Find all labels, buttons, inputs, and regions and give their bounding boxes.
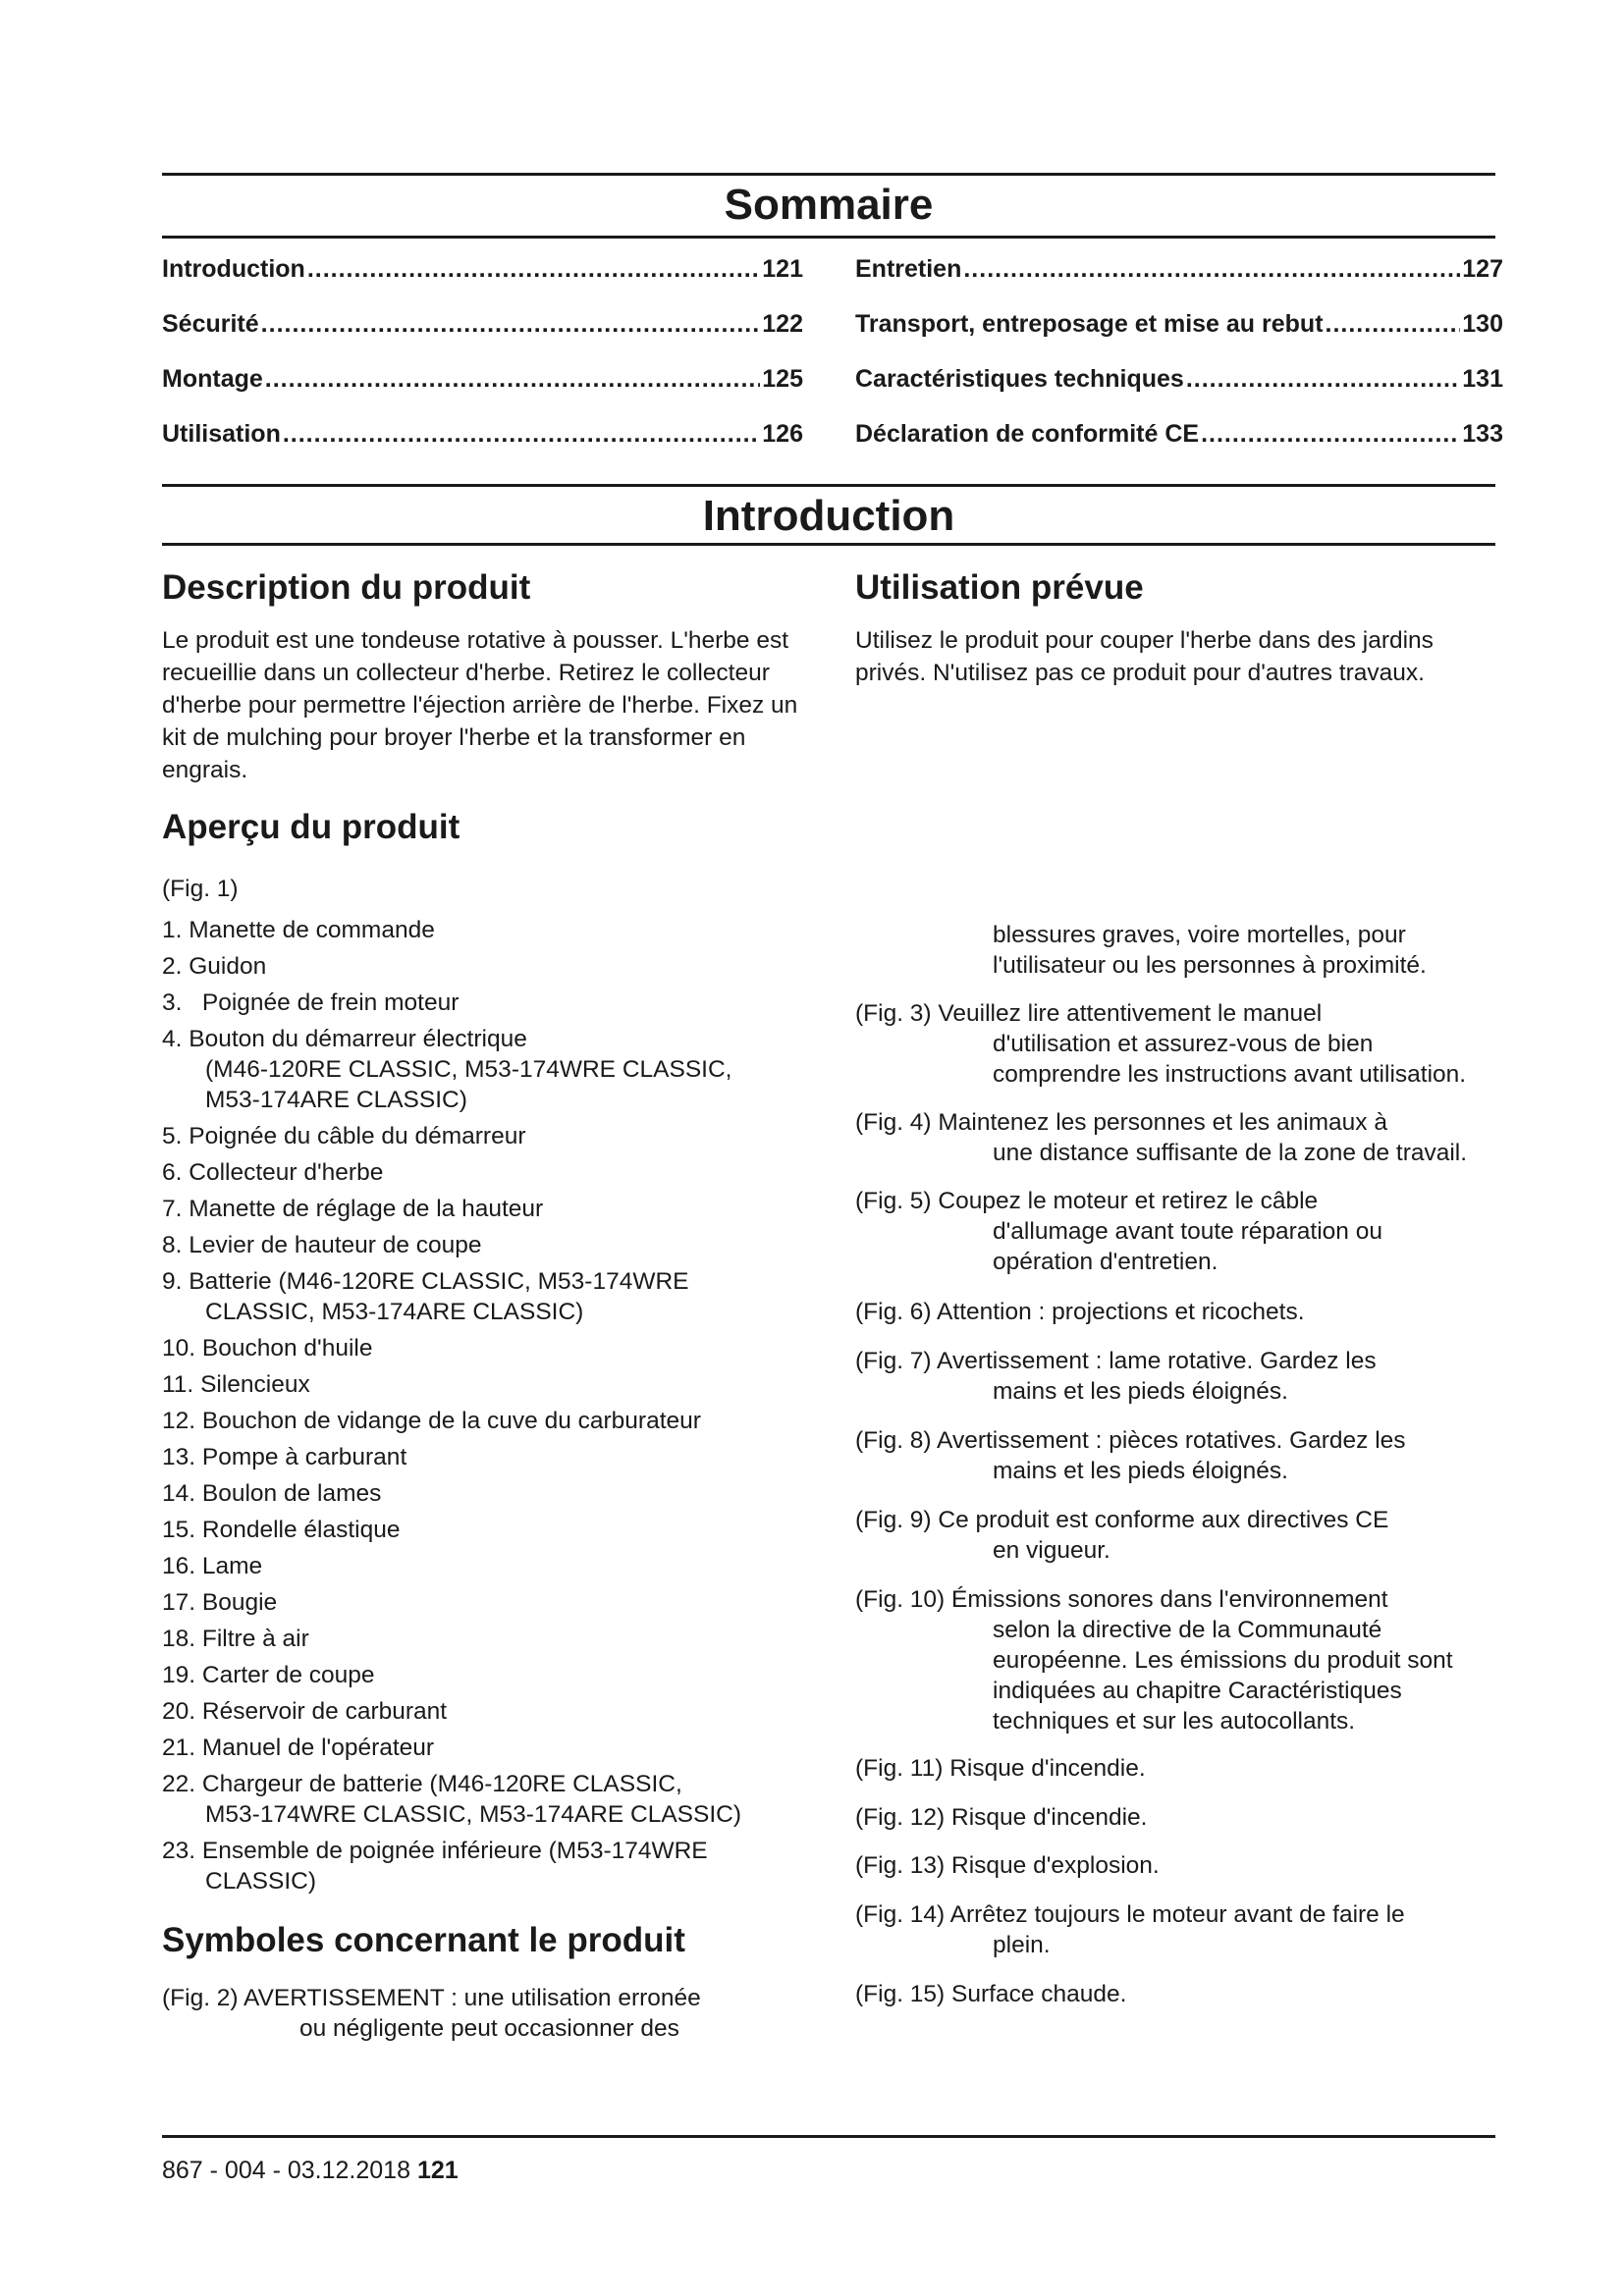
toc-entry-montage[interactable]: Montage ..... 125	[162, 363, 803, 395]
list-item: 23. Ensemble de poignée inférieure (M53-174WRE CLASSIC)	[162, 1838, 708, 1895]
symbol-fig5: (Fig. 5) Coupez le moteur et retirez le câble d'allumage avant toute réparation ou opération d'entretien.	[855, 1188, 1382, 1275]
symbol-fig12: (Fig. 12) Risque d'incendie.	[855, 1804, 1148, 1831]
symbol-fig15: (Fig. 15) Surface chaude.	[855, 1981, 1127, 2007]
list-item: 2. Guidon	[162, 953, 267, 980]
list-item: 22. Chargeur de batterie (M46-120RE CLASSIC, M53-174WRE CLASSIC, M53-174ARE CLASSIC)	[162, 1771, 741, 1828]
toc-leader	[963, 253, 1460, 285]
toc-entry-introduction[interactable]: Introduction ..... 121	[162, 253, 803, 285]
fig2-text-left: (Fig. 2) AVERTISSEMENT : une utilisation erronée ou négligente peut occasionner des	[162, 1985, 701, 2042]
symbol-fig11: (Fig. 11) Risque d'incendie.	[855, 1755, 1146, 1782]
toc-entry-caracteristiques[interactable]: Caractéristiques techniques ..... 131	[855, 363, 1503, 395]
usage-heading: Utilisation prévue	[855, 568, 1144, 607]
toc-entry-entretien[interactable]: Entretien ..... 127	[855, 253, 1503, 285]
list-item: 3. Poignée de frein moteur	[162, 989, 460, 1016]
symbol-fig3: (Fig. 3) Veuillez lire attentivement le manuel d'utilisation et assurez-vous de bien comprendre les instructions avant utilisation.	[855, 1000, 1467, 1088]
description-text: Le produit est une tondeuse rotative à pousser. L'herbe est recueillie dans un collecteur d'herbe. Retirez le collecteur d'herbe pour permettre l'éjection arrière de l'herbe. Fixez un kit de mulching pour broyer l'herbe et la transformer en engrais.	[162, 627, 798, 783]
toc-entry-securite[interactable]: Sécurité ..... 122	[162, 308, 803, 340]
list-item: 8. Levier de hauteur de coupe	[162, 1232, 482, 1258]
usage-text: Utilisez le produit pour couper l'herbe dans des jardins privés. N'utilisez pas ce produit pour d'autres travaux.	[855, 627, 1434, 686]
intro-title: Introduction	[702, 492, 955, 540]
symbol-fig13: (Fig. 13) Risque d'explosion.	[855, 1852, 1160, 1879]
description-heading: Description du produit	[162, 568, 531, 607]
toc-leader	[1186, 363, 1460, 395]
list-item: 9. Batterie (M46-120RE CLASSIC, M53-174WRE CLASSIC, M53-174ARE CLASSIC)	[162, 1268, 689, 1325]
footer-rule	[162, 2135, 1495, 2138]
intro-title-rule	[162, 543, 1495, 546]
toc-leader	[261, 308, 761, 340]
toc-leader	[1201, 418, 1460, 450]
toc-title-rule	[162, 236, 1495, 239]
fig2-continuation: blessures graves, voire mortelles, pour l'utilisateur ou les personnes à proximité.	[993, 922, 1427, 979]
overview-fig-ref: (Fig. 1)	[162, 876, 239, 902]
symbol-fig6: (Fig. 6) Attention : projections et ricochets.	[855, 1299, 1305, 1325]
toc-entry-utilisation[interactable]: Utilisation ..... 126	[162, 418, 803, 450]
list-item: 4. Bouton du démarreur électrique (M46-120RE CLASSIC, M53-174WRE CLASSIC, M53-174ARE CLASSIC)	[162, 1026, 732, 1113]
toc-entry-transport[interactable]: Transport, entreposage et mise au rebut ..... 130	[855, 308, 1503, 340]
document-code: 867 - 004 - 03.12.2018	[162, 2157, 410, 2184]
toc-entry-declaration[interactable]: Déclaration de conformité CE ..... 133	[855, 418, 1503, 450]
list-item: 12. Bouchon de vidange de la cuve du carburateur	[162, 1408, 701, 1434]
toc-title: Sommaire	[724, 181, 934, 229]
list-item: 1. Manette de commande	[162, 917, 435, 943]
symbol-fig4: (Fig. 4) Maintenez les personnes et les animaux à une distance suffisante de la zone de travail.	[855, 1109, 1468, 1166]
list-item: 20. Réservoir de carburant	[162, 1698, 448, 1725]
list-item: 16. Lame	[162, 1553, 263, 1579]
symbol-fig10: (Fig. 10) Émissions sonores dans l'environnement selon la directive de la Communauté européenne. Les émissions du produit sont indiquées au chapitre Caractéristiques techniques et sur les autocollants.	[855, 1586, 1453, 1735]
list-item: 14. Boulon de lames	[162, 1480, 382, 1507]
symbol-fig8: (Fig. 8) Avertissement : pièces rotatives. Gardez les mains et les pieds éloignés.	[855, 1427, 1406, 1484]
page-number: 121	[416, 2157, 459, 2184]
list-item: 19. Carter de coupe	[162, 1662, 375, 1688]
symbols-heading: Symboles concernant le produit	[162, 1921, 685, 1959]
top-rule	[162, 173, 1495, 176]
list-item: 21. Manuel de l'opérateur	[162, 1735, 435, 1761]
page-footer	[162, 2157, 459, 2185]
list-item: 15. Rondelle élastique	[162, 1517, 401, 1543]
parts-list	[162, 915, 810, 1902]
list-item: 13. Pompe à carburant	[162, 1444, 407, 1470]
list-item: 6. Collecteur d'herbe	[162, 1159, 384, 1186]
list-item: 11. Silencieux	[162, 1371, 310, 1398]
symbol-fig9: (Fig. 9) Ce produit est conforme aux directives CE en vigueur.	[855, 1507, 1389, 1564]
overview-heading: Aperçu du produit	[162, 808, 460, 846]
symbol-fig14: (Fig. 14) Arrêtez toujours le moteur avant de faire le plein.	[855, 1901, 1405, 1958]
toc-leader	[307, 253, 760, 285]
symbol-fig7: (Fig. 7) Avertissement : lame rotative. Gardez les mains et les pieds éloignés.	[855, 1348, 1377, 1405]
toc-leader	[283, 418, 760, 450]
list-item: 10. Bouchon d'huile	[162, 1335, 373, 1362]
toc-leader	[265, 363, 761, 395]
intro-top-rule	[162, 484, 1495, 487]
toc-leader	[1326, 308, 1461, 340]
list-item: 7. Manette de réglage de la hauteur	[162, 1196, 544, 1222]
list-item: 18. Filtre à air	[162, 1626, 309, 1652]
list-item: 5. Poignée du câble du démarreur	[162, 1123, 526, 1149]
list-item: 17. Bougie	[162, 1589, 278, 1616]
